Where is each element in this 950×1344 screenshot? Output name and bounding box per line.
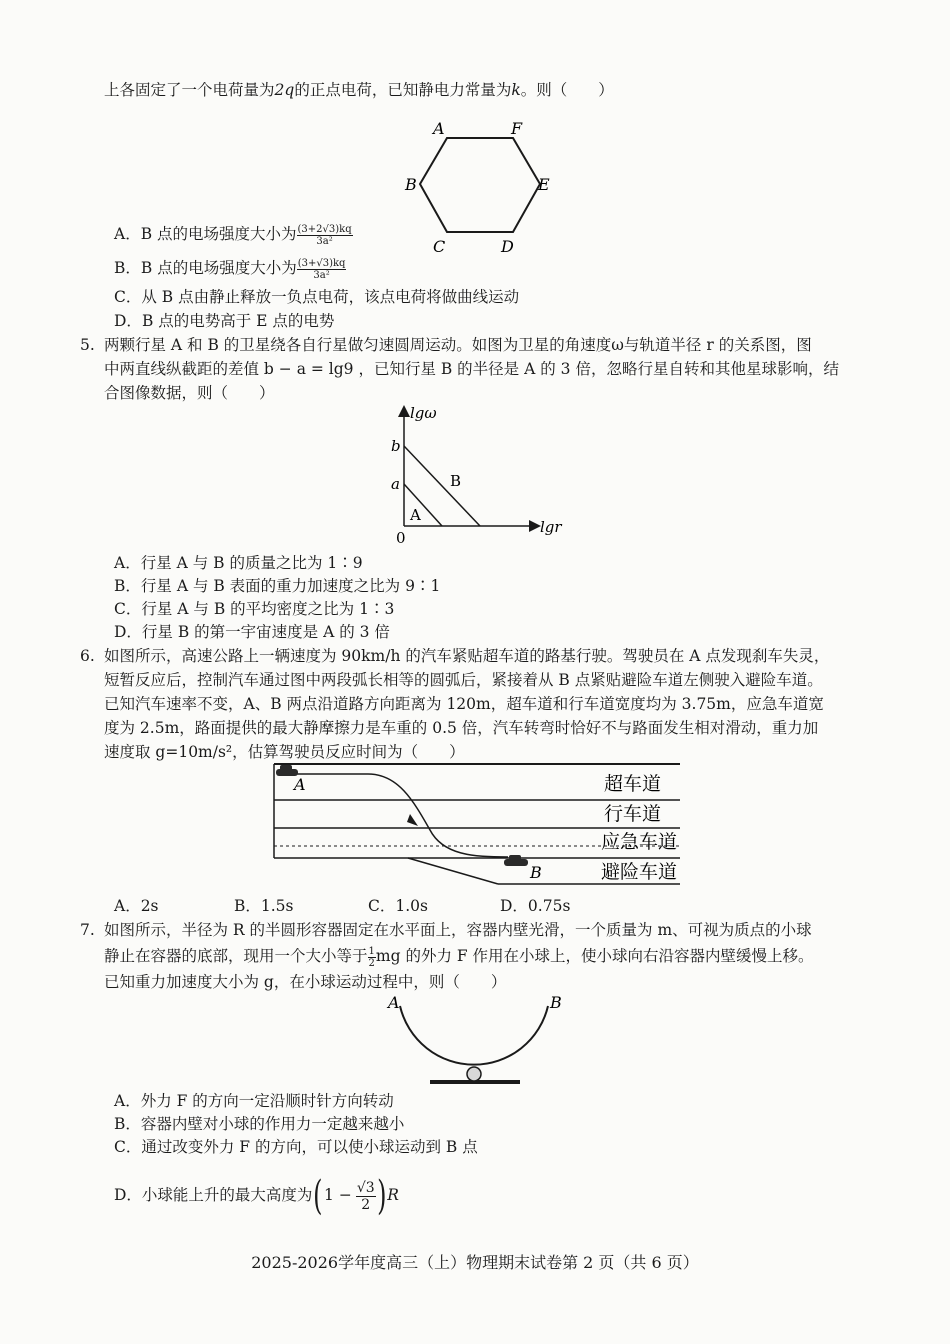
- intro-text-3: 。则（ ）: [520, 81, 614, 99]
- bowl-figure: [380, 992, 580, 1088]
- fraction: [297, 258, 347, 281]
- q7-number: 7.: [80, 921, 95, 939]
- option-text: B 点的电场强度大小为: [140, 259, 297, 277]
- q7-stem-line3: 已知重力加速度大小为 g，在小球运动过程中，则（ ）: [104, 973, 507, 991]
- formula-one: 1 −: [324, 1186, 352, 1204]
- road-figure: [268, 760, 688, 890]
- q6-option-a[interactable]: A．2s: [114, 897, 159, 915]
- option-text: B 点的电势高于 E 点的电势: [141, 312, 335, 330]
- bowl-label-b: B: [550, 993, 562, 1012]
- fraction-denominator: 3a²: [313, 269, 330, 281]
- lane-label-overtaking: 超车道: [604, 773, 662, 795]
- lane-label-escape: 避险车道: [601, 861, 678, 883]
- q6-stem-line2: 短暂反应后，控制汽车通过图中两段弧长相等的圆弧后，紧接着从 B 点紧贴避险车道左侧驶入避险车道。: [104, 671, 823, 689]
- q5-stem-line2: 中两直线纵截距的差值 b − a = lg9 ，已知行星 B 的半径是 A 的 3 倍，忽略行星自转和其他星球影响，结: [104, 360, 839, 378]
- intercept-a-label: a: [391, 475, 400, 493]
- point-b-label: B: [530, 863, 542, 882]
- hex-label-D: D: [501, 237, 514, 256]
- option-letter: B．: [114, 259, 141, 277]
- lane-label-emergency: 应急车道: [601, 831, 678, 853]
- fraction-numerator: (3+√3)kq: [297, 257, 346, 269]
- q7-stem-line2: [104, 944, 814, 969]
- x-axis-label: lgr: [540, 518, 562, 536]
- q5-option-a[interactable]: A．行星 A 与 B 的质量之比为 1∶9: [114, 554, 363, 572]
- point-a-label: A: [294, 775, 306, 794]
- q5-graph: [380, 400, 580, 550]
- q4-option-b[interactable]: [114, 256, 346, 281]
- line-a-label: A: [410, 506, 421, 524]
- charge-symbol: 2q: [274, 81, 295, 99]
- hexagon-figure: [395, 112, 575, 262]
- hex-label-F: F: [511, 119, 523, 138]
- hex-label-B: B: [405, 175, 417, 194]
- hexagon-shape: [420, 138, 540, 232]
- intro-text-2: 的正点电荷，已知静电力常量为: [294, 81, 512, 99]
- option-text: B 点的电场强度大小为: [140, 225, 297, 243]
- option-letter: A．: [114, 225, 141, 243]
- page-footer: 2025-2026学年度高三（上）物理期末试卷第 2 页（共 6 页）: [251, 1253, 699, 1272]
- bowl-shape: [400, 1006, 548, 1065]
- option-text: D．小球能上升的最大高度为: [114, 1186, 313, 1204]
- q6-stem-line5: 速度取 g=10m/s²，估算驾驶员反应时间为（ ）: [104, 743, 465, 761]
- q6-option-c[interactable]: C．1.0s: [368, 897, 428, 915]
- q5-option-b[interactable]: B．行星 A 与 B 表面的重力加速度之比为 9∶1: [114, 577, 441, 595]
- q7-stem-line1: 如图所示，半径为 R 的半圆形容器固定在水平面上，容器内壁光滑，一个质量为 m、可视为质点的小球: [104, 921, 812, 939]
- q7-option-d[interactable]: [114, 1173, 399, 1219]
- q6-stem-line1: 如图所示，高速公路上一辆速度为 90km/h 的汽车紧贴超车道的路基行驶。驾驶员在 A 点发现刹车失灵，: [104, 647, 830, 665]
- right-paren: ): [376, 1173, 387, 1219]
- hex-label-E: E: [538, 175, 550, 194]
- q5-option-c[interactable]: C．行星 A 与 B 的平均密度之比为 1∶3: [114, 600, 395, 618]
- q7-option-b[interactable]: B．容器内壁对小球的作用力一定越来越小: [114, 1115, 405, 1133]
- car-trajectory: [286, 774, 508, 857]
- q7-option-c[interactable]: C．通过改变外力 F 的方向，可以使小球运动到 B 点: [114, 1138, 478, 1156]
- trajectory-arrow-icon: [407, 814, 418, 826]
- option-letter: D．: [114, 312, 142, 330]
- fraction-denominator: 2: [361, 1196, 371, 1213]
- q4-option-a[interactable]: [114, 222, 353, 247]
- hex-label-C: C: [433, 237, 446, 256]
- radius-symbol: R: [387, 1186, 399, 1204]
- q6-option-b[interactable]: B．1.5s: [234, 897, 294, 915]
- q5-stem-line1: 两颗行星 A 和 B 的卫星绕各自行星做匀速圆周运动。如图为卫星的角速度ω与轨道半径 r 的关系图，图: [104, 336, 812, 354]
- q6-option-d[interactable]: D．0.75s: [500, 897, 571, 915]
- fraction-numerator: 1: [368, 945, 375, 957]
- bowl-label-a: A: [388, 993, 400, 1012]
- lane-label-driving: 行车道: [604, 803, 662, 825]
- q5-number: 5.: [80, 336, 95, 354]
- left-paren: (: [313, 1173, 323, 1219]
- q4-option-c[interactable]: [114, 285, 519, 309]
- fraction: [297, 224, 353, 247]
- q5-option-d[interactable]: D．行星 B 的第一宇宙速度是 A 的 3 倍: [114, 623, 390, 641]
- q5-stem-line3: 合图像数据，则（ ）: [104, 384, 275, 402]
- q6-stem-line4: 度为 2.5m，路面提供的最大静摩擦力是车重的 0.5 倍，汽车转弯时恰好不与路面发生相对滑动，重力加: [104, 719, 819, 737]
- line-b-label: B: [450, 472, 462, 490]
- q4-option-d[interactable]: [114, 309, 334, 333]
- fraction-numerator: √3: [356, 1179, 375, 1196]
- hex-label-A: A: [433, 119, 445, 138]
- origin-label: 0: [396, 529, 406, 547]
- q6-stem-line3: 已知汽车速率不变，A、B 两点沿道路方向距离为 120m，超车道和行车道宽度均为 3.75m，应急车道宽: [104, 695, 824, 713]
- y-axis-label: lgω: [410, 404, 437, 422]
- option-letter: C．: [114, 288, 142, 306]
- fraction-denominator: 3a²: [316, 235, 333, 247]
- q6-number: 6.: [80, 647, 95, 665]
- stem-text: mg 的外力 F 作用在小球上，使小球向右沿容器内壁缓慢上移。: [375, 947, 814, 965]
- k-symbol: k: [511, 81, 521, 99]
- fraction-numerator: (3+2√3)kq: [297, 223, 352, 235]
- option-text: 从 B 点由静止释放一负点电荷，该点电荷将做曲线运动: [141, 288, 520, 306]
- fraction-half: [368, 946, 376, 969]
- q7-option-a[interactable]: A．外力 F 的方向一定沿顺时针方向转动: [114, 1092, 394, 1110]
- intercept-b-label: b: [391, 437, 401, 455]
- intro-text-1: 上各固定了一个电荷量为: [104, 81, 275, 99]
- fraction-denominator: 2: [368, 957, 375, 969]
- stem-text: 静止在容器的底部，现用一个大小等于: [104, 947, 368, 965]
- ball-icon: [467, 1067, 481, 1081]
- fraction-sqrt3-over-2: [356, 1180, 376, 1213]
- escape-lane-edge: [408, 858, 498, 884]
- intro-line: [104, 78, 614, 102]
